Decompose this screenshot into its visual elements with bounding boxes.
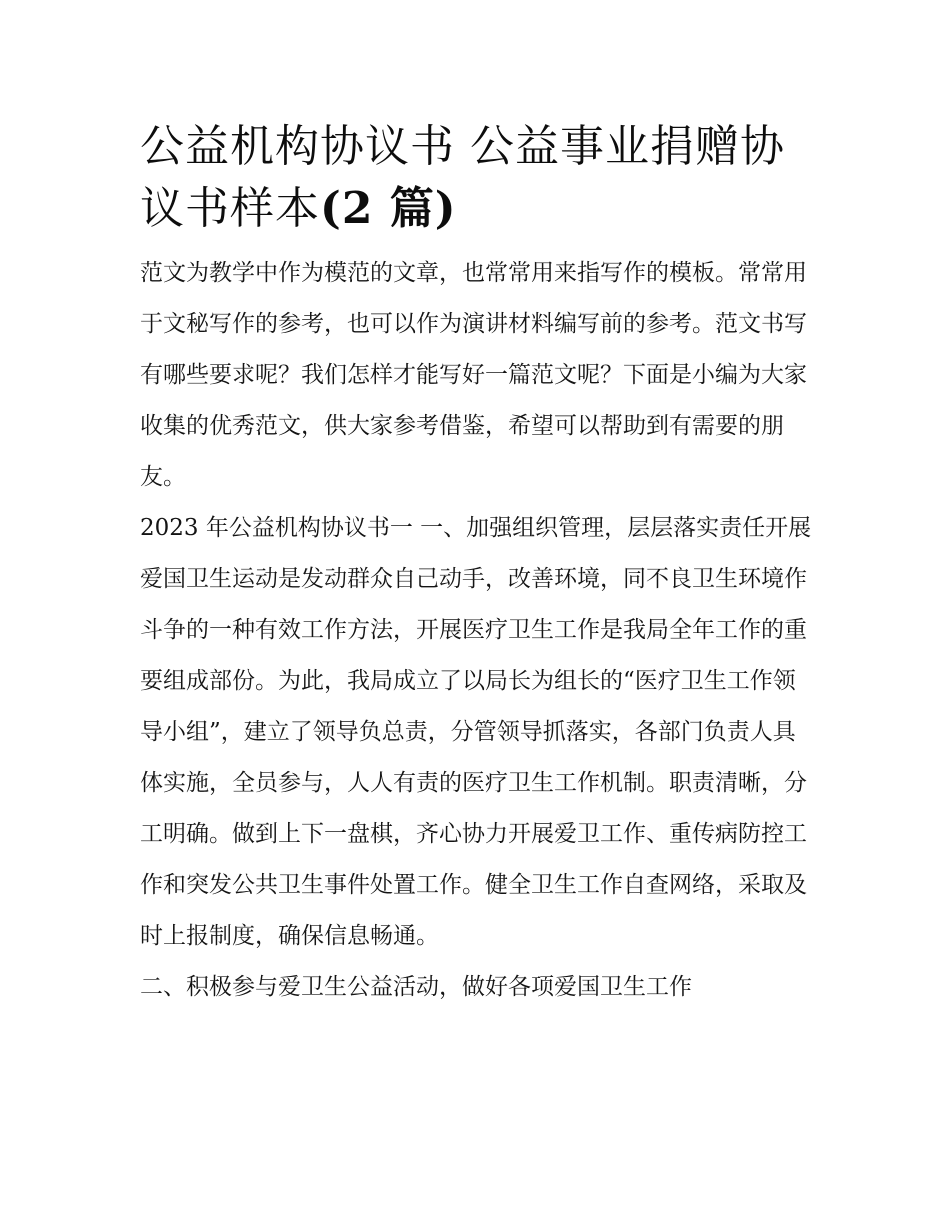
document-body	[140, 116, 812, 1013]
section-one-paragraph: 2023 年公益机构协议书一 一、加强组织管理，层层落实责任开展爱国卫生运动是发动群众自己动手，改善环境，同不良卫生环境作斗争的一种有效工作方法，开展医疗卫生工作是我局全年工作的重要组成部份。为此，我局成立了以局长为组长的“医疗卫生工作领导小组”，建立了领导负总责，分管领导抓落实，各部门负责人具体实施，全员参与，人人有责的医疗卫生工作机制。职责清晰，分工明确。做到上下一盘棋，齐心协力开展爱卫工作、重传病防控工作和突发公共卫生事件处置工作。健全卫生工作自查网络，采取及时上报制度，确保信息畅通。	[140, 515, 812, 949]
document-title-count: (2 篇)	[320, 183, 457, 234]
document-title	[140, 116, 812, 240]
section-two-heading: 二、积极参与爱卫生公益活动，做好各项爱国卫生工作	[140, 974, 692, 1000]
intro-paragraph: 范文为教学中作为模范的文章，也常常用来指写作的模板。常常用于文秘写作的参考，也可以作为演讲材料编写前的参考。范文书写有哪些要求呢？我们怎样才能写好一篇范文呢？下面是小编为大家收集的优秀范文，供大家参考借鉴，希望可以帮助到有需要的朋友。	[140, 260, 807, 490]
document-title-main: 公益机构协议书 公益事业捐赠协议书样本	[140, 121, 785, 234]
